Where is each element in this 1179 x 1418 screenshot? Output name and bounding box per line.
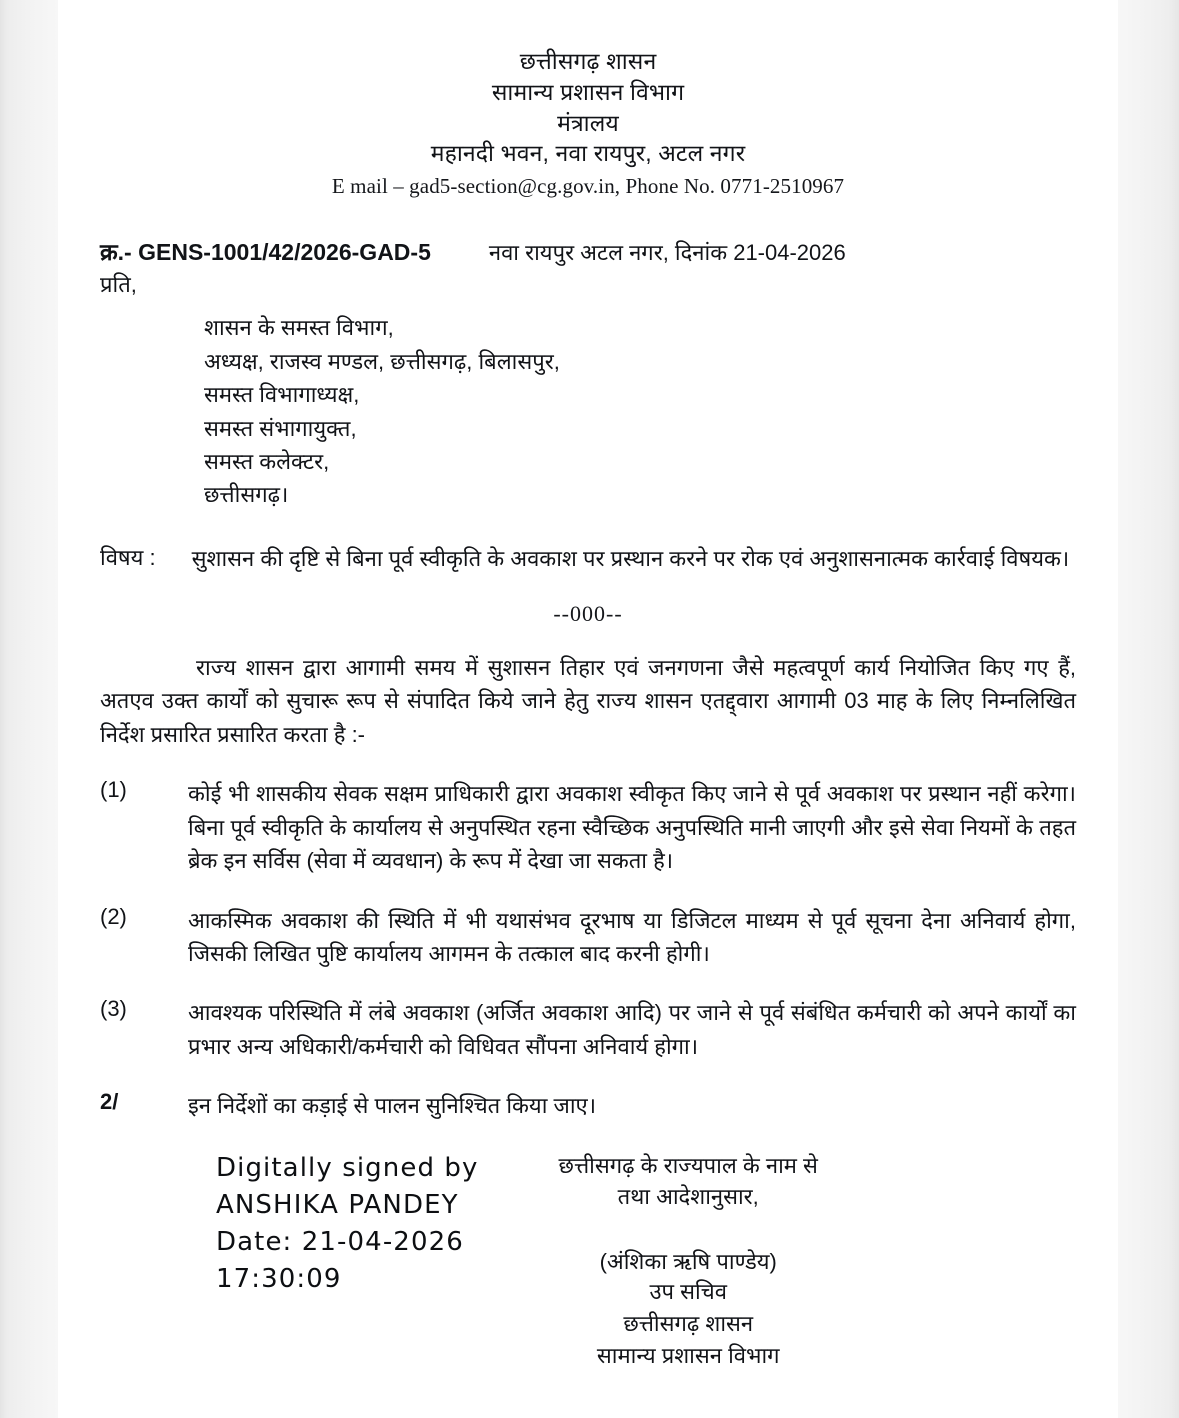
digital-signature-date: Date: 21-04-2026	[216, 1226, 464, 1257]
instruction-point	[100, 904, 1076, 971]
subject-label: विषय :	[100, 544, 156, 570]
instruction-point	[100, 996, 1076, 1063]
list-item: अध्यक्ष, राजस्व मण्डल, छत्तीसगढ़, बिलासपुर,	[204, 348, 560, 374]
page-gutter-left	[0, 0, 58, 1418]
closing-marker: 2/	[100, 1089, 119, 1115]
signatory-block	[559, 1150, 818, 1371]
place-and-date: नवा रायपुर अटल नगर, दिनांक 21-04-2026	[488, 240, 846, 266]
signatory-government: छत्तीसगढ़ शासन	[623, 1311, 754, 1337]
page-gutter-right	[1118, 0, 1179, 1418]
subject-row	[100, 542, 1076, 575]
reference-row	[100, 235, 1076, 267]
authority-line-1: छत्तीसगढ़ के राज्यपाल के नाम से	[558, 1153, 818, 1178]
point-text: आवश्यक परिस्थिति में लंबे अवकाश (अर्जित अवकाश आदि) पर जाने से पूर्व संबंधित कर्मचारी को अपने कार्यों का प्रभार अन्य अधिकारी/कर्मचारी को विधिवत सौंपना अनिवार्य होगा।	[188, 1000, 1076, 1059]
to-label: प्रति,	[100, 272, 137, 298]
letterhead	[100, 0, 1076, 199]
section-divider: --000--	[553, 600, 623, 626]
point-marker: (3)	[100, 996, 127, 1022]
document-page	[58, 0, 1118, 1418]
document-sheet	[58, 0, 1118, 1123]
digital-signature-time: 17:30:09	[216, 1263, 342, 1294]
digital-signature-signer: ANSHIKA PANDEY	[216, 1189, 459, 1220]
ministry-name: मंत्रालय	[557, 109, 619, 136]
org-name: छत्तीसगढ़ शासन	[519, 48, 657, 74]
point-text: आकस्मिक अवकाश की स्थिति में भी यथासंभव दूरभाष या डिजिटल माध्यम से पूर्व सूचना देना अनिवार्य होगा, जिसकी लिखित पुष्टि कार्यालय आगमन के तत्काल बाद करनी होगी।	[188, 907, 1076, 966]
reference-number: क्र.- GENS-1001/42/2026-GAD-5	[100, 239, 431, 266]
digital-signature-line-1: Digitally signed by	[216, 1153, 479, 1183]
point-text: कोई भी शासकीय सेवक सक्षम प्राधिकारी द्वारा अवकाश स्वीकृत किए जाने से पूर्व अवकाश पर प्रस्थान नहीं करेगा। बिना पूर्व स्वीकृति के कार्यालय से अनुपस्थित रहना स्वैच्छिक अनुपस्थिति मानी जाएगी और इसे सेवा नियमों के तहत ब्रेक इन सर्विस (सेवा में व्यवधान) के रूप में देखा जा सकता है।	[188, 781, 1076, 874]
signatory-designation: उप सचिव	[649, 1279, 727, 1305]
list-item: शासन के समस्त विभाग,	[204, 315, 394, 341]
instruction-point	[100, 777, 1076, 877]
closing-instruction	[100, 1089, 1076, 1122]
opening-paragraph: राज्य शासन द्वारा आगामी समय में सुशासन तिहार एवं जनगणना जैसे महत्वपूर्ण कार्य नियोजित किए गए हैं, अतएव उक्त कार्यों को सुचारू रूप से संपादित किये जाने हेतु राज्य शासन एतद्द्वारा आगामी 03 माह के लिए निम्नलिखित निर्देश प्रसारित प्रसारित करता है :-	[100, 654, 1076, 747]
signature-area	[100, 1150, 1076, 1371]
point-marker: (2)	[100, 903, 127, 929]
digital-signature-stamp	[216, 1150, 479, 1298]
point-marker: (1)	[100, 777, 127, 803]
department-name: सामान्य प्रशासन विभाग	[491, 78, 685, 105]
list-item: समस्त कलेक्टर,	[204, 449, 330, 474]
list-item: समस्त विभागाध्यक्ष,	[204, 382, 360, 408]
authority-line-2: तथा आदेशानुसार,	[617, 1184, 759, 1210]
contact-line: E mail – gad5-section@cg.gov.in, Phone No. 0771-2510967	[331, 174, 845, 199]
list-item: छत्तीसगढ़।	[204, 482, 289, 508]
subject-text: सुशासन की दृष्टि से बिना पूर्व स्वीकृति के अवकाश पर प्रस्थान करने पर रोक एवं अनुशासनात्मक कार्रवाई विषयक।	[191, 545, 1070, 571]
signatory-name: (अंशिका ऋषि पाण्डेय)	[599, 1249, 777, 1275]
closing-text: इन निर्देशों का कड़ाई से पालन सुनिश्चित किया जाए।	[188, 1093, 597, 1119]
addressee-list	[100, 311, 1076, 512]
list-item: समस्त संभागायुक्त,	[204, 415, 357, 441]
signatory-department: सामान्य प्रशासन विभाग	[596, 1342, 780, 1368]
office-address: महानदी भवन, नवा रायपुर, अटल नगर	[430, 140, 746, 167]
